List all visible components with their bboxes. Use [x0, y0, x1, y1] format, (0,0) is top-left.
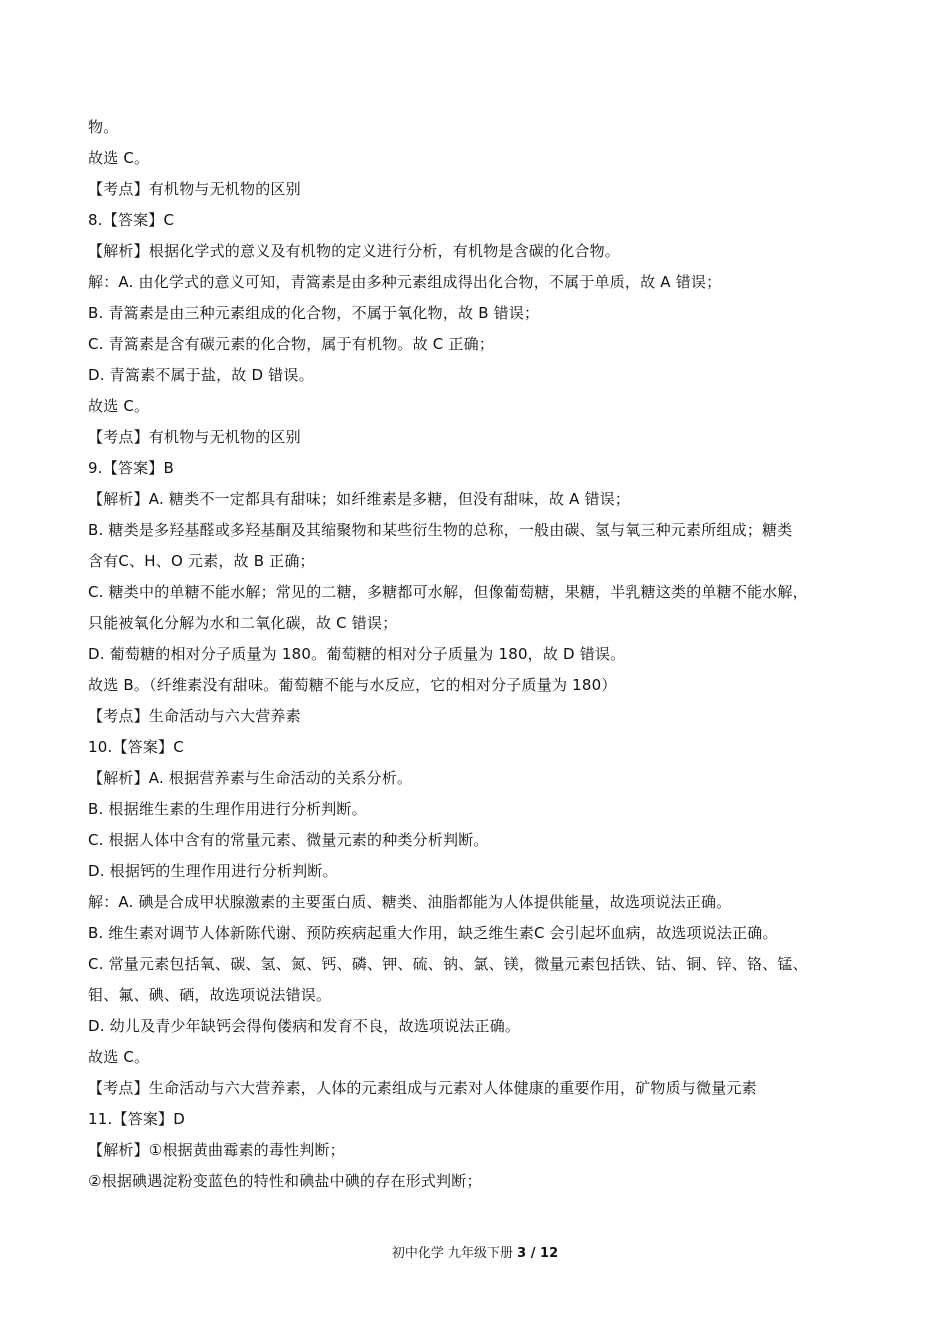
text-line: 解：A. 碘是合成甲状腺激素的主要蛋白质、糖类、油脂都能为人体提供能量，故选项说法正确。 — [88, 893, 732, 911]
footer-label: 初中化学 九年级下册 — [391, 1246, 514, 1261]
text-line: 钼、氟、碘、硒，故选项说法错误。 — [88, 986, 332, 1004]
text-line: D. 根据钙的生理作用进行分析判断。 — [88, 862, 338, 880]
text-line: 【解析】根据化学式的意义及有机物的定义进行分析，有机物是含碳的化合物。 — [88, 242, 621, 260]
text-line: 故选 C。 — [88, 397, 150, 415]
text-line: 【解析】①根据黄曲霉素的毒性判断； — [88, 1141, 345, 1159]
text-line: 解：A. 由化学式的意义可知，青篙素是由多种元素组成得出化合物，不属于单质，故 A 错误； — [88, 273, 722, 291]
text-line: 【考点】生命活动与六大营养素 — [88, 707, 301, 725]
text-line: C. 根据人体中含有的常量元素、微量元素的种类分析判断。 — [88, 831, 489, 849]
text-line: D. 青篙素不属于盐，故 D 错误。 — [88, 366, 314, 384]
page-number: 3 / 12 — [517, 1246, 559, 1261]
text-line: 【解析】A. 根据营养素与生命活动的关系分析。 — [88, 769, 413, 787]
text-line: B. 青篙素是由三种元素组成的化合物，不属于氧化物，故 B 错误； — [88, 304, 540, 322]
text-line: 故选 C。 — [88, 149, 150, 167]
text-line: B. 根据维生素的生理作用进行分析判断。 — [88, 800, 367, 818]
text-line: C. 糖类中的单糖不能水解；常见的二糖，多糖都可水解，但像葡萄糖，果糖，半乳糖这类的单糖不能水解， — [88, 583, 808, 601]
text-line: 物。 — [88, 118, 119, 136]
text-line: B. 糖类是多羟基醛或多羟基酮及其缩聚物和某些衍生物的总称，一般由碳、氢与氧三种元素所组成；糖类 — [88, 521, 793, 539]
text-line: 9.【答案】B — [88, 459, 175, 477]
page-footer — [0, 1244, 950, 1264]
text-line: 【考点】生命活动与六大营养素，人体的元素组成与元素对人体健康的重要作用，矿物质与微量元素 — [88, 1079, 757, 1097]
text-line: 只能被氧化分解为水和二氧化碳，故 C 错误； — [88, 614, 398, 632]
text-line: D. 葡萄糖的相对分子质量为 180。葡萄糖的相对分子质量为 180，故 D 错误。 — [88, 645, 626, 663]
text-line: 【考点】有机物与无机物的区别 — [88, 428, 301, 446]
text-line: 11.【答案】D — [88, 1110, 186, 1128]
text-line: ②根据碘遇淀粉变蓝色的特性和碘盐中碘的存在形式判断； — [88, 1172, 482, 1190]
answer-explanation-text — [88, 112, 868, 1197]
text-line: 【解析】A. 糖类不一定都具有甜味；如纤维素是多糖，但没有甜味，故 A 错误； — [88, 490, 631, 508]
text-line: D. 幼儿及青少年缺钙会得佝偻病和发育不良，故选项说法正确。 — [88, 1017, 521, 1035]
text-line: 故选 C。 — [88, 1048, 150, 1066]
text-line: 【考点】有机物与无机物的区别 — [88, 180, 301, 198]
text-line: 故选 B。（纤维素没有甜味。葡萄糖不能与水反应，它的相对分子质量为 180） — [88, 676, 617, 694]
text-line: C. 常量元素包括氧、碳、氢、氮、钙、磷、钾、硫、钠、氯、镁，微量元素包括铁、钴、铜、锌、铬、锰、 — [88, 955, 808, 973]
text-line: 10.【答案】C — [88, 738, 184, 756]
text-line: C. 青篙素是含有碳元素的化合物，属于有机物。故 C 正确； — [88, 335, 495, 353]
text-line: B. 维生素对调节人体新陈代谢、预防疾病起重大作用，缺乏维生素C 会引起坏血病，故选项说法正确。 — [88, 924, 778, 942]
text-line: 8.【答案】C — [88, 211, 175, 229]
text-line: 含有C、H、O 元素，故 B 正确； — [88, 552, 315, 570]
